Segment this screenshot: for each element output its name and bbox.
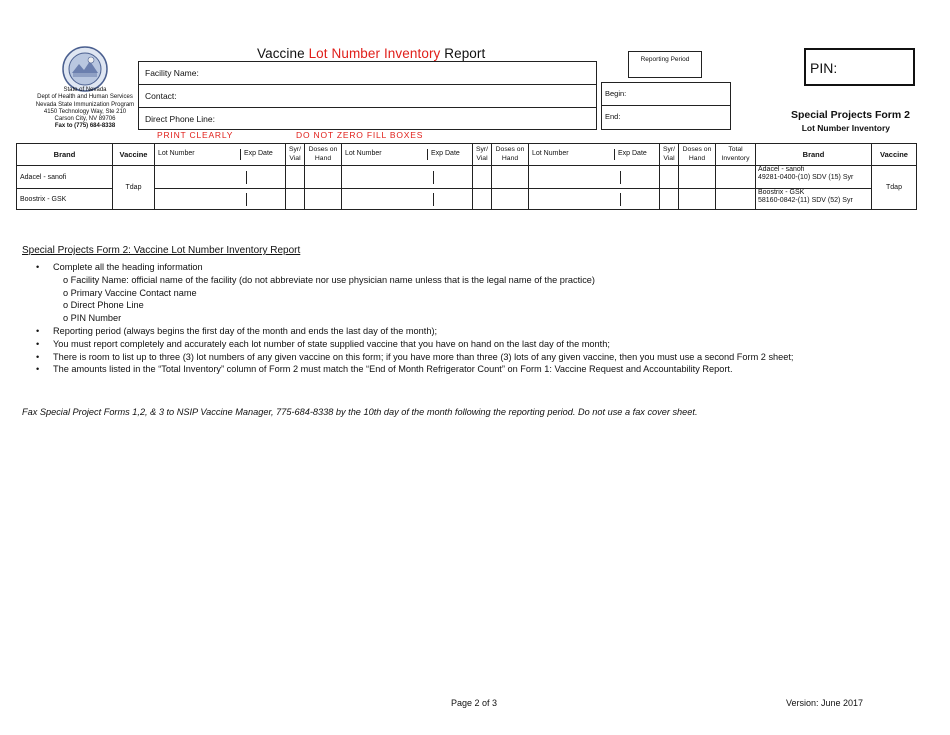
total-inventory-cell[interactable] bbox=[716, 166, 756, 189]
period-dates-box bbox=[601, 82, 731, 130]
report-title: Vaccine Lot Number Inventory Report bbox=[257, 46, 486, 61]
total-inventory-cell[interactable] bbox=[716, 189, 756, 210]
page-number: Page 2 of 3 bbox=[451, 698, 498, 708]
phone-field[interactable]: Direct Phone Line: bbox=[145, 114, 215, 124]
print-clearly-note: PRINT CLEARLY bbox=[157, 130, 234, 140]
instructions-list bbox=[36, 261, 916, 376]
version-label: Version: June 2017 bbox=[786, 698, 864, 708]
list-subitem: o Facility Name: official name of the facility (do not abbreviate nor use physician name unless that is the legal name of the practice) bbox=[63, 274, 595, 285]
doses-cell[interactable] bbox=[305, 166, 342, 189]
fax-note: Fax Special Project Forms 1,2, & 3 to NSIP Vaccine Manager, 775-684-8338 by the 10th day of the month following the reporting period. Do not use a fax cover sheet. bbox=[22, 407, 698, 417]
col-syr-vial-1: Syr/ Vial bbox=[286, 144, 305, 166]
col-lot-exp-3: Lot Number Exp Date bbox=[529, 144, 660, 166]
col-lot-exp-2: Lot Number Exp Date bbox=[342, 144, 473, 166]
list-subitem: o PIN Number bbox=[63, 313, 122, 324]
reporting-period-label: Reporting Period bbox=[628, 51, 702, 78]
lot-cell[interactable] bbox=[155, 189, 286, 210]
col-syr-vial-2: Syr/ Vial bbox=[473, 144, 492, 166]
col-doses-2: Doses on Hand bbox=[492, 144, 529, 166]
col-syr-vial-3: Syr/ Vial bbox=[660, 144, 679, 166]
state-seal-icon bbox=[62, 46, 108, 92]
col-brand-right: Brand bbox=[756, 144, 872, 166]
list-item: • Reporting period (always begins the first day of the month and ends the last day of the month); bbox=[36, 325, 916, 338]
instructions-heading: Special Projects Form 2: Vaccine Lot Number Inventory Report bbox=[22, 245, 301, 256]
vaccine-group-right: Tdap bbox=[872, 166, 917, 210]
doses-cell[interactable] bbox=[679, 189, 716, 210]
col-doses-3: Doses on Hand bbox=[679, 144, 716, 166]
doses-cell[interactable] bbox=[492, 166, 529, 189]
inventory-table bbox=[16, 143, 917, 210]
pin-field[interactable]: PIN: bbox=[804, 48, 915, 86]
list-item: • You must report completely and accurately each lot number of state supplied vaccine that you have on hand on the last day of the month; bbox=[36, 338, 916, 351]
facility-info-box bbox=[138, 61, 597, 130]
col-total-inventory: Total Inventory bbox=[716, 144, 756, 166]
col-lot-exp-1: Lot Number Exp Date bbox=[155, 144, 286, 166]
col-brand: Brand bbox=[17, 144, 113, 166]
form-subtitle: Lot Number Inventory bbox=[801, 123, 890, 133]
syr-vial-cell[interactable] bbox=[473, 166, 492, 189]
lot-cell[interactable] bbox=[529, 189, 660, 210]
right-brand-cell: Adacel - sanofi 49281-0400-(10) SDV (15) Syr bbox=[756, 166, 872, 189]
contact-field[interactable]: Contact: bbox=[139, 85, 596, 108]
lot-cell[interactable] bbox=[342, 166, 473, 189]
syr-vial-cell[interactable] bbox=[286, 189, 305, 210]
form-title: Special Projects Form 2 bbox=[790, 109, 910, 121]
lot-cell[interactable] bbox=[342, 189, 473, 210]
agency-address: State of Nevada Dept of Health and Human Services Nevada State Immunization Program 4150 Technology Way, Ste 210 Carson City, NV 89706 Fax to (775) 684-8338 bbox=[35, 87, 135, 130]
syr-vial-cell[interactable] bbox=[660, 189, 679, 210]
col-doses-1: Doses on Hand bbox=[305, 144, 342, 166]
list-subitem: o Primary Vaccine Contact name bbox=[63, 287, 197, 298]
list-subitem: o Direct Phone Line bbox=[63, 300, 144, 311]
lot-cell[interactable] bbox=[529, 166, 660, 189]
syr-vial-cell[interactable] bbox=[286, 166, 305, 189]
vaccine-group-left: Tdap bbox=[113, 166, 155, 210]
row-brand: Boostrix - GSK bbox=[17, 189, 113, 210]
begin-date-field[interactable]: Begin: bbox=[602, 83, 730, 106]
table-header-row bbox=[17, 144, 917, 166]
doses-cell[interactable] bbox=[305, 189, 342, 210]
list-item: • Complete all the heading information bbox=[36, 261, 916, 274]
lot-cell[interactable] bbox=[155, 166, 286, 189]
list-item: • There is room to list up to three (3) lot numbers of any given vaccine on this form; if you have more than three (3) lots of any given vaccine, then you must use a second Form 2 sheet; bbox=[36, 351, 916, 364]
col-vaccine-right: Vaccine bbox=[872, 144, 917, 166]
table-row bbox=[17, 166, 917, 189]
doses-cell[interactable] bbox=[679, 166, 716, 189]
no-zero-fill-note: DO NOT ZERO FILL BOXES bbox=[296, 130, 424, 140]
end-date-field[interactable]: End: bbox=[605, 112, 621, 121]
row-brand: Adacel - sanofi bbox=[17, 166, 113, 189]
list-item: • The amounts listed in the “Total Inventory” column of Form 2 must match the “End of Month Refrigerator Count” on Form 1: Vaccine Request and Accountability Report. bbox=[36, 363, 916, 376]
syr-vial-cell[interactable] bbox=[473, 189, 492, 210]
col-vaccine: Vaccine bbox=[113, 144, 155, 166]
doses-cell[interactable] bbox=[492, 189, 529, 210]
syr-vial-cell[interactable] bbox=[660, 166, 679, 189]
facility-name-field[interactable]: Facility Name: bbox=[139, 62, 596, 85]
right-brand-cell: Boostrix - GSK 58160-0842-(11) SDV (52) Syr bbox=[756, 189, 872, 210]
